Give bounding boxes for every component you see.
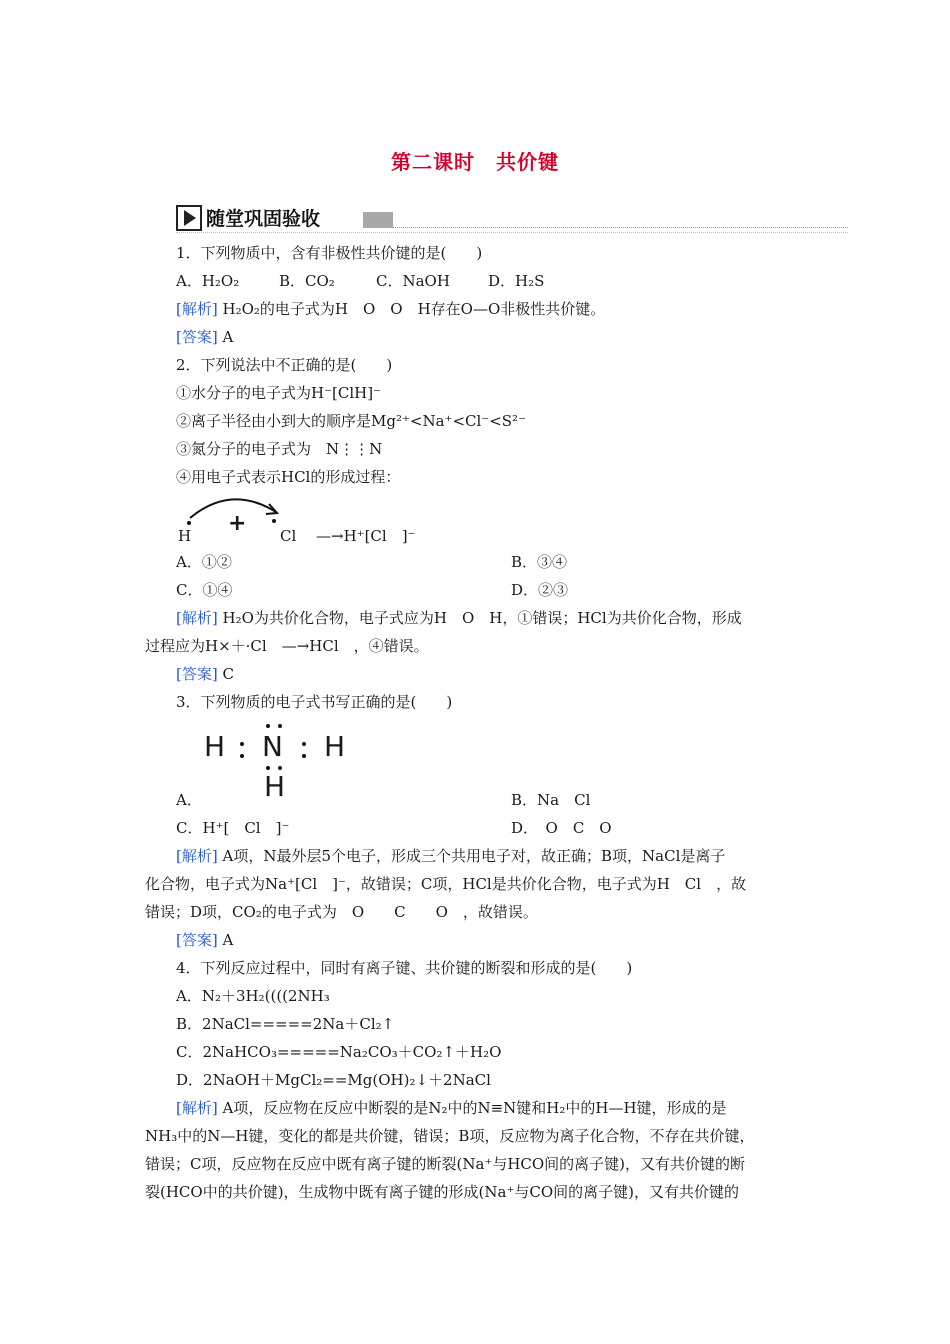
q1-analysis [176, 299, 605, 319]
analysis-tag: [解析] [176, 300, 218, 318]
q2-stem: 2．下列说法中不正确的是( ) [176, 356, 393, 374]
q2-item-2: ②离子半径由小到大的顺序是Mg²⁺<Na⁺<Cl⁻<S²⁻ [176, 412, 526, 430]
q4-analysis-line3: 错误；C项，反应物在反应中既有离子键的断裂(Na⁺与HCO间的离子键)，又有共价键的断 [145, 1155, 746, 1173]
q2-item-3: ③氮分子的电子式为 N⋮⋮N [176, 440, 383, 458]
q1-options [176, 271, 544, 291]
q1-stem: 1．下列物质中，含有非极性共价键的是( ) [176, 244, 483, 262]
section-rule-lower [176, 232, 848, 233]
answer-tag: [答案] [176, 931, 218, 949]
q1-option-b: B．CO₂ [279, 272, 335, 290]
analysis-tag: [解析] [176, 847, 218, 865]
ammonia-n-center: N [262, 730, 283, 763]
q1-option-d: D．H₂S [488, 272, 545, 290]
electron-dot [240, 754, 244, 758]
hcl-h-atom: H [178, 527, 192, 545]
hcl-plus-sign: + [228, 511, 247, 536]
ammonia-h-bottom: H [264, 770, 286, 803]
q2-option-d: D．②③ [511, 581, 569, 599]
q1-answer [176, 327, 233, 347]
electron-dot [240, 742, 244, 746]
q3-analysis-line1: A项，N最外层5个电子，形成三个共用电子对，故正确；B项，NaCl是离子 [222, 847, 726, 865]
electron-dot [278, 724, 282, 728]
section-header [176, 203, 848, 233]
q4-analysis [176, 1098, 727, 1118]
q3-analysis-line3: 错误；D项，CO₂的电子式为 O C O ，故错误。 [145, 903, 538, 921]
hcl-product: —→H⁺[Cl ]⁻ [316, 527, 416, 545]
electron-dot [302, 742, 306, 746]
electron-dot [266, 724, 270, 728]
play-arrow-icon [176, 205, 202, 231]
q4-option-d: D．2NaOH＋MgCl₂==Mg(OH)₂↓＋2NaCl [176, 1071, 491, 1089]
q2-item-1: ①水分子的电子式为H⁻[ClH]⁻ [176, 384, 381, 402]
q4-option-c: C．2NaHCO₃=====Na₂CO₃＋CO₂↑＋H₂O [176, 1043, 502, 1061]
hcl-cl-atom: Cl [280, 527, 297, 545]
q2-analysis-line2: 过程应为H×＋·Cl —→HCl ，④错误。 [145, 637, 429, 655]
ammonia-h-right: H [324, 730, 346, 763]
q3-answer [176, 930, 233, 950]
page-title: 第二课时 共价键 [391, 150, 559, 174]
q3-option-d: D． O C O [511, 819, 612, 837]
q2-option-b: B．③④ [511, 553, 568, 571]
section-rule [393, 227, 848, 228]
q1-option-c: C．NaOH [376, 272, 450, 290]
section-decoration [363, 212, 393, 228]
analysis-tag: [解析] [176, 1099, 218, 1117]
q2-answer [176, 664, 234, 684]
q4-analysis-line1: A项，反应物在反应中断裂的是N₂中的N≡N键和H₂中的H—H键，形成的是 [222, 1099, 727, 1117]
hcl-formation-diagram [176, 490, 476, 546]
q3-answer-text: A [222, 931, 234, 949]
q3-analysis-line2: 化合物，电子式为Na⁺[Cl ]⁻，故错误；C项，HCl是共价化合物，电子式为H Cl ，故 [145, 875, 747, 893]
q4-option-b: B．2NaCl=====2Na＋Cl₂↑ [176, 1015, 395, 1033]
q2-option-a: A．①② [176, 553, 232, 571]
q3-option-a: A． [176, 791, 202, 809]
q3-option-c: C．H⁺[ Cl ]⁻ [176, 819, 290, 837]
q1-option-a: A．H₂O₂ [176, 272, 240, 290]
q1-answer-text: A [222, 328, 234, 346]
answer-tag: [答案] [176, 665, 218, 683]
q4-stem: 4．下列反应过程中，同时有离子键、共价键的断裂和形成的是( ) [176, 959, 633, 977]
q4-option-a: A．N₂＋3H₂((((2NH₃ [176, 987, 330, 1005]
q2-analysis-line1: H₂O为共价化合物，电子式应为H O H，①错误；HCl为共价化合物，形成 [222, 609, 742, 627]
q2-item-4: ④用电子式表示HCl的形成过程： [176, 468, 401, 486]
answer-tag: [答案] [176, 328, 218, 346]
electron-dot [302, 754, 306, 758]
q2-answer-text: C [222, 665, 234, 683]
ammonia-h-left: H [204, 730, 226, 763]
q4-analysis-line2: NH₃中的N—H键，变化的都是共价键，错误；B项，反应物为离子化合物，不存在共价键， [145, 1127, 755, 1145]
q2-analysis [176, 608, 742, 628]
analysis-tag: [解析] [176, 609, 218, 627]
q3-analysis [176, 846, 725, 866]
q3-option-b: B．Na Cl [511, 791, 591, 809]
q2-option-c: C．①④ [176, 581, 233, 599]
q4-analysis-line4: 裂(HCO中的共价键)，生成物中既有离子键的形成(Na⁺与CO间的离子键)，又有共价键的 [145, 1183, 740, 1201]
section-label: 随堂巩固验收 [206, 208, 321, 230]
q1-analysis-text: H₂O₂的电子式为H O O H存在O—O非极性共价键。 [222, 300, 606, 318]
ammonia-electron-formula [200, 718, 360, 804]
q3-stem: 3．下列物质的电子式书写正确的是( ) [176, 693, 453, 711]
